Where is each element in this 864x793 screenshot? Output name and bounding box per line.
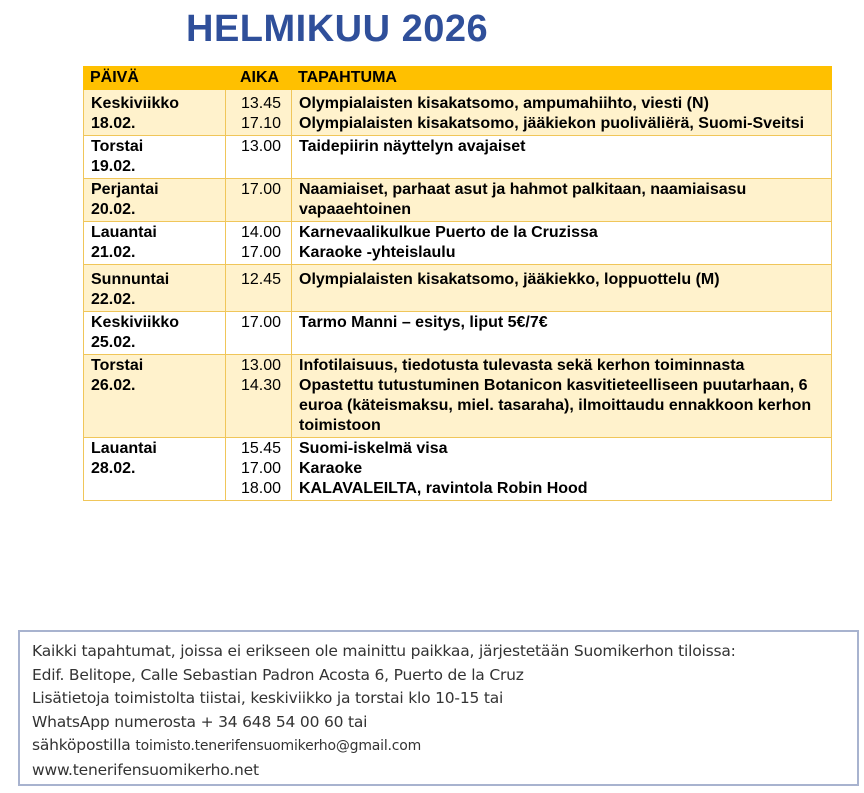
event-time: 17.00 bbox=[240, 181, 281, 198]
info-email-line bbox=[32, 734, 845, 759]
day-cell bbox=[84, 222, 226, 265]
event-description: Olympialaisten kisakatsomo, ampumahiihto, viesti (N) bbox=[299, 95, 709, 112]
time-cell bbox=[226, 438, 292, 501]
event-time: 12.45 bbox=[240, 271, 281, 288]
date: 18.02. bbox=[91, 115, 136, 132]
date: 28.02. bbox=[91, 460, 136, 477]
event-description: Karaoke -yhteislaulu bbox=[299, 244, 456, 261]
weekday: Perjantai bbox=[91, 181, 159, 198]
time-cell bbox=[226, 136, 292, 179]
date: 22.02. bbox=[91, 291, 136, 308]
event-cell bbox=[292, 222, 832, 265]
table-row bbox=[84, 312, 832, 355]
day-cell bbox=[84, 179, 226, 222]
table-row bbox=[84, 179, 832, 222]
weekday: Lauantai bbox=[91, 440, 157, 457]
time-cell bbox=[226, 222, 292, 265]
info-box bbox=[18, 630, 859, 786]
event-time: 13.00 bbox=[240, 138, 281, 155]
time-cell bbox=[226, 90, 292, 136]
events-table bbox=[83, 66, 832, 501]
table-row bbox=[84, 222, 832, 265]
header-event: TAPAHTUMA bbox=[292, 67, 832, 90]
event-description: Tarmo Manni – esitys, liput 5€/7€ bbox=[299, 314, 548, 331]
table-row bbox=[84, 438, 832, 501]
time-cell bbox=[226, 312, 292, 355]
event-cell bbox=[292, 438, 832, 501]
table-row bbox=[84, 355, 832, 438]
event-cell bbox=[292, 136, 832, 179]
event-time: 18.00 bbox=[240, 480, 281, 497]
day-cell bbox=[84, 355, 226, 438]
weekday: Lauantai bbox=[91, 224, 157, 241]
info-email-prefix: sähköpostilla bbox=[32, 736, 131, 754]
header-day: PÄIVÄ bbox=[84, 67, 226, 90]
event-time: 17.00 bbox=[240, 314, 281, 331]
event-time: 14.30 bbox=[240, 377, 281, 394]
table-header-row bbox=[84, 67, 832, 90]
day-cell bbox=[84, 438, 226, 501]
event-description: Naamiaiset, parhaat asut ja hahmot palkitaan, naamiaisasu vapaaehtoinen bbox=[299, 181, 747, 218]
weekday: Keskiviikko bbox=[91, 95, 180, 112]
info-website[interactable]: www.tenerifensuomikerho.net bbox=[32, 760, 259, 779]
event-description: Taidepiirin näyttelyn avajaiset bbox=[299, 138, 526, 155]
day-cell bbox=[84, 90, 226, 136]
event-description: Suomi-iskelmä visa bbox=[299, 440, 448, 457]
event-time: 17.00 bbox=[240, 460, 281, 477]
time-cell bbox=[226, 355, 292, 438]
event-description: Olympialaisten kisakatsomo, jääkiekko, loppuottelu (M) bbox=[299, 271, 720, 288]
day-cell bbox=[84, 312, 226, 355]
event-cell bbox=[292, 90, 832, 136]
event-time: 14.00 bbox=[240, 224, 281, 241]
event-cell bbox=[292, 179, 832, 222]
event-time: 13.45 bbox=[240, 95, 281, 112]
event-time: 17.00 bbox=[240, 244, 281, 261]
info-venue-note: Kaikki tapahtumat, joissa ei erikseen ole mainittu paikkaa, järjestetään Suomikerhon tiloissa: bbox=[32, 642, 736, 660]
event-description: Infotilaisuus, tiedotusta tulevasta sekä kerhon toiminnasta bbox=[299, 357, 745, 374]
info-email[interactable]: toimisto.tenerifensuomikerho@gmail.com bbox=[135, 738, 422, 754]
date: 20.02. bbox=[91, 201, 136, 218]
date: 25.02. bbox=[91, 334, 136, 351]
day-cell bbox=[84, 136, 226, 179]
table-row bbox=[84, 90, 832, 136]
day-cell bbox=[84, 265, 226, 312]
event-time: 15.45 bbox=[240, 440, 281, 457]
event-cell bbox=[292, 265, 832, 312]
event-description: Opastettu tutustuminen Botanicon kasvitieteelliseen puutarhaan, 6 euroa (käteismaksu, miel. tasaraha), ilmoittaudu ennakkoon kerhon toimistoon bbox=[299, 377, 812, 434]
page-title: HELMIKUU 2026 bbox=[186, 8, 489, 50]
event-description: Karnevaalikulkue Puerto de la Cruzissa bbox=[299, 224, 598, 241]
event-time: 17.10 bbox=[240, 115, 281, 132]
time-cell bbox=[226, 179, 292, 222]
date: 26.02. bbox=[91, 377, 136, 394]
weekday: Torstai bbox=[91, 138, 144, 155]
event-cell bbox=[292, 355, 832, 438]
info-address: Edif. Belitope, Calle Sebastian Padron Acosta 6, Puerto de la Cruz bbox=[32, 665, 524, 684]
time-cell bbox=[226, 265, 292, 312]
table-row bbox=[84, 265, 832, 312]
date: 21.02. bbox=[91, 244, 136, 261]
info-office-hours: Lisätietoja toimistolta tiistai, keskiviikko ja torstai klo 10-15 tai bbox=[32, 689, 504, 707]
event-description: Olympialaisten kisakatsomo, jääkiekon puoliväliërä, Suomi-Sveitsi bbox=[299, 115, 805, 132]
info-whatsapp: WhatsApp numerosta + 34 648 54 00 60 tai bbox=[32, 712, 368, 731]
weekday: Keskiviikko bbox=[91, 314, 180, 331]
date: 19.02. bbox=[91, 158, 136, 175]
weekday: Torstai bbox=[91, 357, 144, 374]
table-row bbox=[84, 136, 832, 179]
event-description: Karaoke bbox=[299, 460, 363, 477]
weekday: Sunnuntai bbox=[91, 271, 170, 288]
event-time: 13.00 bbox=[240, 357, 281, 374]
event-description: KALAVALEILTA, ravintola Robin Hood bbox=[299, 480, 588, 497]
header-time: AIKA bbox=[226, 67, 292, 90]
event-cell bbox=[292, 312, 832, 355]
